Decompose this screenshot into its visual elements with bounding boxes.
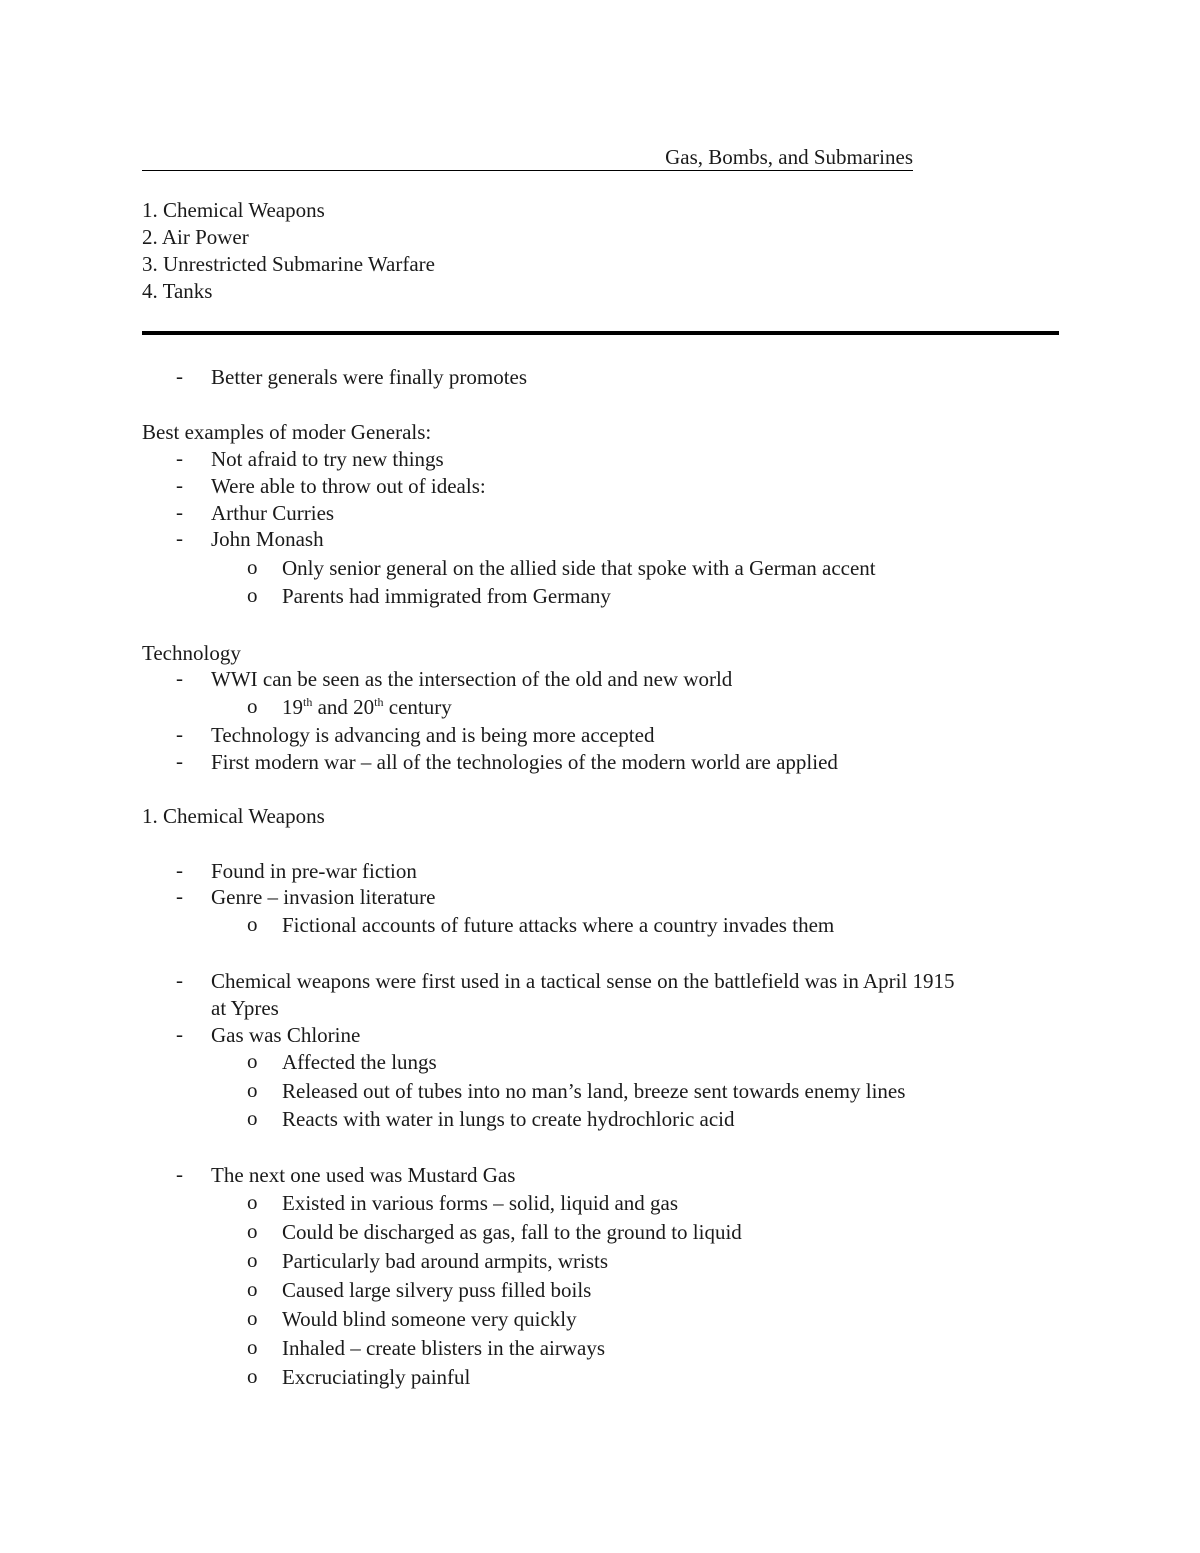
circle-bullet: o <box>247 1364 258 1388</box>
dash-bullet: - <box>176 858 183 882</box>
dash-bullet: - <box>176 526 183 550</box>
topic-item: 4. Tanks <box>142 279 213 303</box>
sub-list-item: Affected the lungs <box>282 1050 437 1074</box>
list-item: First modern war – all of the technologies of the modern world are applied <box>211 750 838 774</box>
section-divider <box>142 331 1059 335</box>
sub-list-item: Particularly bad around armpits, wrists <box>282 1249 609 1273</box>
document-title: Gas, Bombs, and Submarines <box>142 144 913 171</box>
sub-list-item: Reacts with water in lungs to create hydrochloric acid <box>282 1107 735 1131</box>
circle-bullet: o <box>247 583 258 607</box>
list-item: WWI can be seen as the intersection of the old and new world <box>211 667 733 691</box>
dash-bullet: - <box>176 1022 183 1046</box>
circle-bullet: o <box>247 1277 258 1301</box>
list-item: Not afraid to try new things <box>211 447 444 471</box>
list-item: Better generals were finally promotes <box>211 365 528 389</box>
sub-list-item: Inhaled – create blisters in the airways <box>282 1336 606 1360</box>
section-heading: Technology <box>142 641 241 665</box>
list-item: Arthur Curries <box>211 501 335 525</box>
circle-bullet: o <box>247 1106 258 1130</box>
list-item: Chemical weapons were first used in a tactical sense on the battlefield was in April 1915 <box>211 969 955 993</box>
sub-list-item-centuries <box>282 694 452 720</box>
dash-bullet: - <box>176 749 183 773</box>
circle-bullet: o <box>247 1049 258 1073</box>
circle-bullet: o <box>247 1078 258 1102</box>
circle-bullet: o <box>247 555 258 579</box>
sub-list-item: Caused large silvery puss filled boils <box>282 1278 592 1302</box>
century-number: and 20 <box>312 695 375 719</box>
circle-bullet: o <box>247 1190 258 1214</box>
sub-list-item: Would blind someone very quickly <box>282 1307 577 1331</box>
century-number: 19 <box>282 695 303 719</box>
circle-bullet: o <box>247 1335 258 1359</box>
dash-bullet: - <box>176 473 183 497</box>
circle-bullet: o <box>247 1306 258 1330</box>
section-heading: Best examples of moder Generals: <box>142 420 432 444</box>
sub-list-item: Parents had immigrated from Germany <box>282 584 611 608</box>
topic-list <box>142 197 435 305</box>
sub-list-item: Fictional accounts of future attacks where a country invades them <box>282 913 835 937</box>
topic-item: 3. Unrestricted Submarine Warfare <box>142 252 435 276</box>
sub-list-item: Only senior general on the allied side that spoke with a German accent <box>282 556 876 580</box>
sub-list-item: Existed in various forms – solid, liquid and gas <box>282 1191 679 1215</box>
circle-bullet: o <box>247 1219 258 1243</box>
dash-bullet: - <box>176 722 183 746</box>
dash-bullet: - <box>176 1162 183 1186</box>
dash-bullet: - <box>176 666 183 690</box>
list-item-continuation: at Ypres <box>211 996 279 1020</box>
dash-bullet: - <box>176 500 183 524</box>
topic-item: 2. Air Power <box>142 225 249 249</box>
topic-item: 1. Chemical Weapons <box>142 198 325 222</box>
dash-bullet: - <box>176 884 183 908</box>
sub-list-item: Could be discharged as gas, fall to the ground to liquid <box>282 1220 742 1244</box>
list-item: Were able to throw out of ideals: <box>211 474 486 498</box>
list-item: The next one used was Mustard Gas <box>211 1163 516 1187</box>
century-word: century <box>383 695 452 719</box>
sub-list-item: Excruciatingly painful <box>282 1365 471 1389</box>
list-item: Genre – invasion literature <box>211 885 436 909</box>
circle-bullet: o <box>247 912 258 936</box>
section-heading: 1. Chemical Weapons <box>142 804 325 828</box>
circle-bullet: o <box>247 1248 258 1272</box>
list-item: John Monash <box>211 527 324 551</box>
dash-bullet: - <box>176 968 183 992</box>
dash-bullet: - <box>176 364 183 388</box>
ordinal-suffix: th <box>303 695 313 709</box>
circle-bullet: o <box>247 694 258 718</box>
list-item: Found in pre-war fiction <box>211 859 417 883</box>
list-item: Technology is advancing and is being more accepted <box>211 723 655 747</box>
sub-list-item: Released out of tubes into no man’s land, breeze sent towards enemy lines <box>282 1079 906 1103</box>
list-item: Gas was Chlorine <box>211 1023 361 1047</box>
dash-bullet: - <box>176 446 183 470</box>
ordinal-suffix: th <box>374 695 384 709</box>
